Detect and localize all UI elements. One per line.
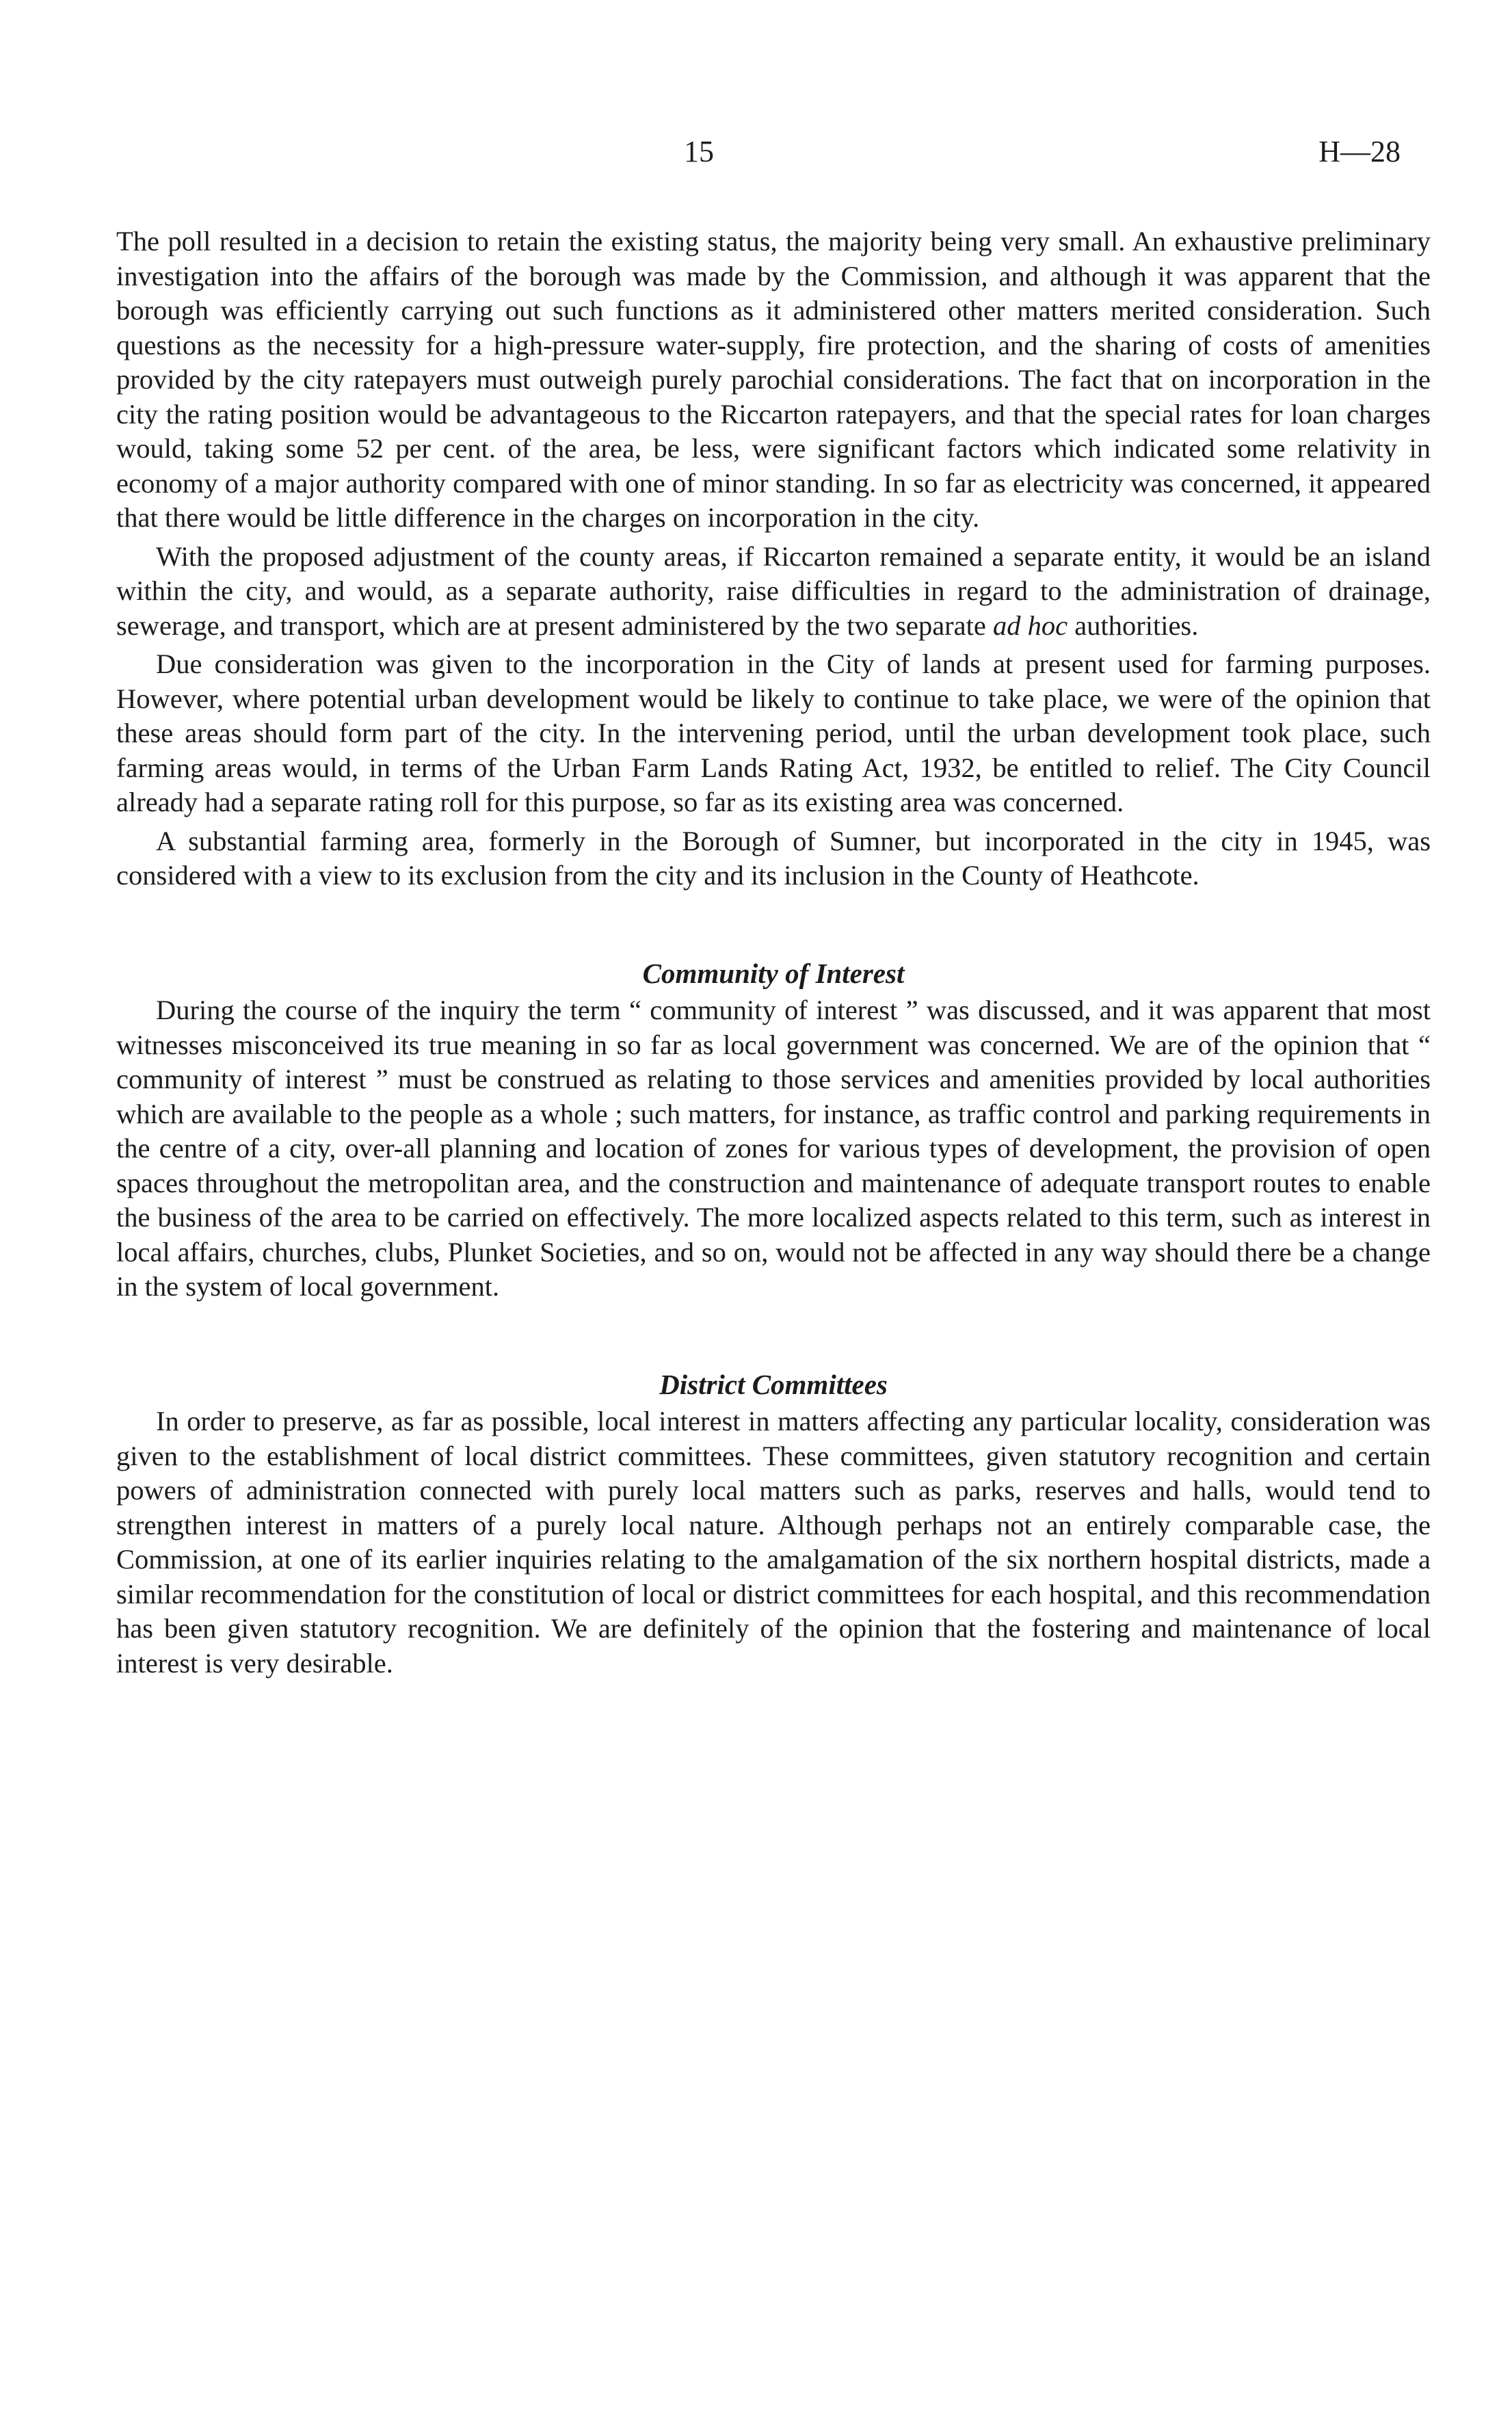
italic-term: ad hoc (993, 609, 1068, 641)
paragraph-community-of-interest: During the course of the inquiry the term “ community of interest ” was discussed, and it was apparent that most witnesses misconceived its true meaning in so far as local government was concerned. We are of the opinion that “ community of interest ” must be construed as relating to those services and amenities provided by local authorities which are available to the people as a whole ; such matters, for instance, as traffic control and parking requirements in the centre of a city, over-all planning and location of zones for various types of development, the provision of open spaces throughout the metropolitan area, and the construction and maintenance of adequate transport routes to enable the business of the area to be carried on effectively. The more localized aspects related to this term, such as interest in local affairs, churches, clubs, Plunket Societies, and so on, would not be affected in any way should there be a change in the system of local government. (116, 995, 1431, 1302)
page-number: 15 (684, 135, 714, 168)
paragraph-farming-lands: Due consideration was given to the incorporation in the City of lands at present used for farming purposes. However, where potential urban development would be likely to continue to take place, we were of the opinion that these areas should form part of the city. In the intervening period, until the urban development took place, such farming areas would, in terms of the Urban Farm Lands Rating Act, 1932, be entitled to relief. The City Council already had a separate rating roll for this purpose, so far as its existing area was concerned. (116, 648, 1431, 817)
page-header (0, 134, 1512, 175)
body-text (116, 224, 1431, 1685)
paragraph-sumner-area: A substantial farming area, formerly in the Borough of Sumner, but incorporated in the city in 1945, was considered with a view to its exclusion from the city and its inclusion in the County of Heathcote. (116, 825, 1431, 891)
paragraph-district-committees: In order to preserve, as far as possible, local interest in matters affecting any particular locality, consideration was given to the establishment of local district committees. These committees, given statutory recognition and certain powers of administration connected with purely local matters such as parks, reserves and halls, would tend to strengthen interest in matters of a purely local nature. Although perhaps not an entirely comparable case, the Commission, at one of its earlier inquiries relating to the amalgamation of the six northern hospital districts, made a similar recommendation for the constitution of local or district committees for each hospital, and this recommendation has been given statutory recognition. We are definitely of the opinion that the fostering and maintenance of local interest is very desirable. (116, 1406, 1431, 1679)
document-code: H—28 (1318, 135, 1401, 168)
paragraph-county-areas (116, 540, 1431, 644)
section-heading-district-committees: District Committees (659, 1368, 888, 1400)
section-heading-community-of-interest: Community of Interest (642, 957, 905, 989)
paragraph-text: authorities. (1067, 609, 1199, 641)
paragraph-text: With the proposed adjustment of the county areas, if Riccarton remained a separate entity, it would be an island within the city, and would, as a separate authority, raise difficulties in regard to the administration of drainage, sewerage, and transport, which are at present administered by the two separate (116, 540, 1431, 641)
paragraph-poll-result: The poll resulted in a decision to retain the existing status, the majority being very small. An exhaustive preliminary investigation into the affairs of the borough was made by the Commission, and although it was apparent that the borough was efficiently carrying out such functions as it administered other matters merited consideration. Such questions as the necessity for a high-pressure water-supply, fire protection, and the sharing of costs of amenities provided by the city ratepayers must outweigh purely parochial considerations. The fact that on incorporation in the city the rating position would be advantageous to the Riccarton ratepayers, and that the special rates for loan charges would, taking some 52 per cent. of the area, be less, were significant factors which indicated some relativity in economy of a major authority compared with one of minor standing. In so far as electricity was concerned, it appeared that there would be little difference in the charges on incorporation in the city. (116, 226, 1431, 533)
